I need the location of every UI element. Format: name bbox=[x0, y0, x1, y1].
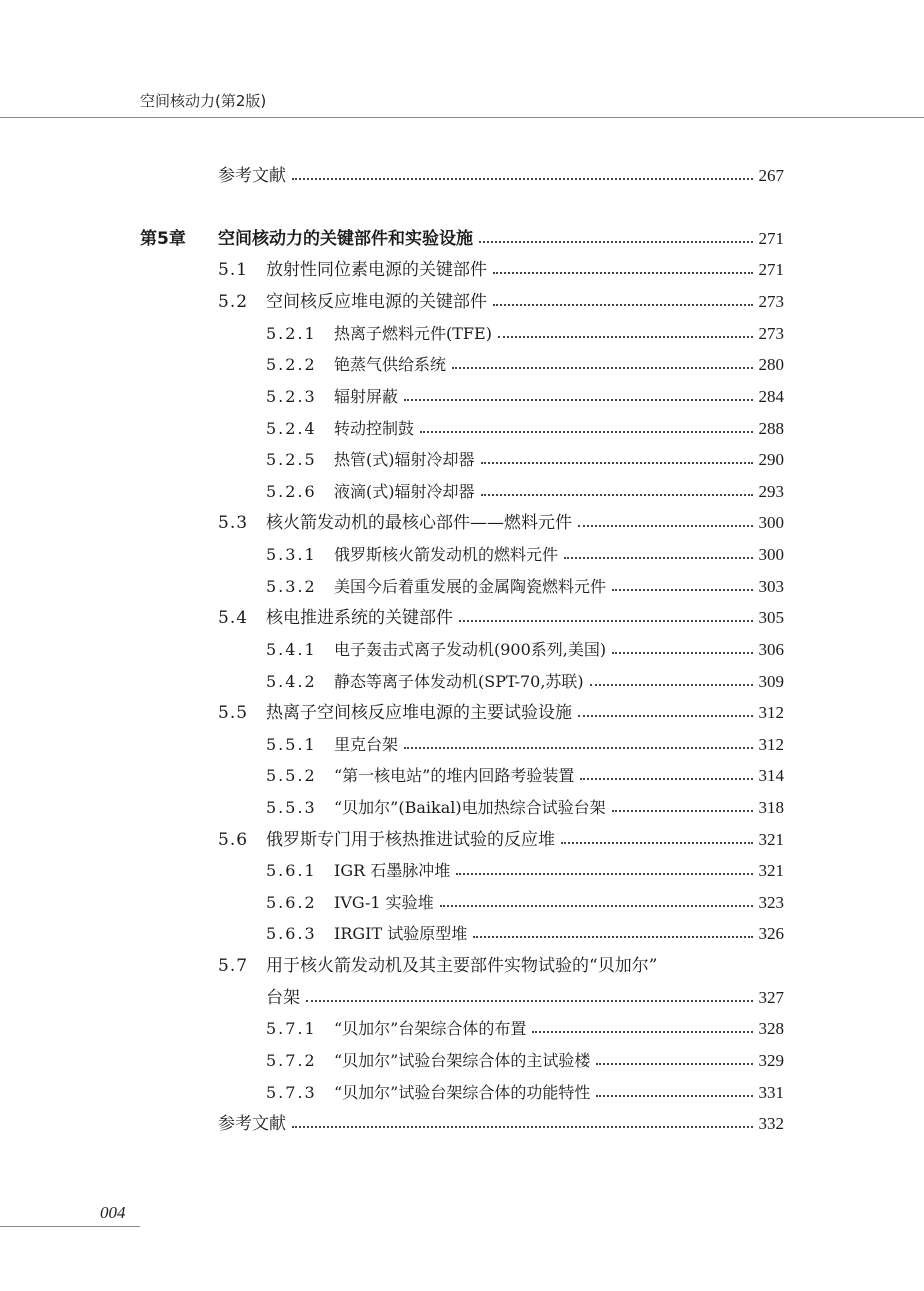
toc-entry-number: 5.2 bbox=[218, 292, 249, 312]
toc-entry-title: IRGIT 试验原型堆 bbox=[334, 924, 468, 943]
toc-entry[interactable] bbox=[266, 857, 784, 885]
toc-entry-title: 用于核火箭发动机及其主要部件实物试验的“贝加尔” bbox=[266, 956, 658, 976]
toc-entry-number: 5.3.2 bbox=[266, 577, 317, 596]
toc-entry-title: 俄罗斯专门用于核热推进试验的反应堆 bbox=[266, 830, 555, 850]
toc-entry[interactable] bbox=[266, 1015, 784, 1043]
toc-entry-title: 辐射屏蔽 bbox=[334, 387, 399, 406]
toc-entry[interactable] bbox=[218, 604, 784, 632]
toc-leader-dots bbox=[493, 304, 753, 306]
toc-entry-number: 5.1 bbox=[218, 260, 249, 280]
toc-entry-title: IVG-1 实验堆 bbox=[334, 893, 434, 912]
toc-entry[interactable] bbox=[266, 446, 784, 474]
toc-entry-page: 321 bbox=[758, 830, 784, 849]
toc-entry-number: 5.3 bbox=[218, 513, 249, 533]
toc-leader-dots bbox=[440, 905, 753, 907]
toc-entry[interactable] bbox=[266, 415, 784, 443]
toc-entry-number: 5.5.1 bbox=[266, 735, 317, 754]
toc-leader-dots bbox=[612, 810, 753, 812]
toc-leader-dots bbox=[292, 178, 753, 180]
toc-entry-number: 5.6.3 bbox=[266, 924, 317, 943]
toc-entry-number: 5.5.3 bbox=[266, 798, 317, 817]
toc-entry-title: 铯蒸气供给系统 bbox=[334, 355, 447, 374]
toc-entry[interactable] bbox=[218, 826, 784, 854]
toc-entry-page: 300 bbox=[758, 513, 784, 532]
toc-entry-title: 放射性同位素电源的关键部件 bbox=[266, 260, 487, 280]
toc-entry-page: 312 bbox=[758, 703, 784, 722]
toc-leader-dots bbox=[596, 1095, 752, 1097]
toc-entry-page: 280 bbox=[758, 355, 784, 374]
toc-entry[interactable] bbox=[266, 762, 784, 790]
toc-entry-number: 5.7 bbox=[218, 956, 249, 976]
toc-leader-dots bbox=[612, 652, 752, 654]
toc-entry-number: 第5章 bbox=[140, 229, 186, 249]
toc-entry[interactable] bbox=[218, 509, 784, 537]
toc-entry-page: 288 bbox=[758, 419, 784, 438]
header-rule bbox=[0, 117, 924, 118]
toc-entry[interactable] bbox=[266, 920, 784, 948]
toc-entry-number: 5.7.1 bbox=[266, 1019, 317, 1038]
toc-entry[interactable] bbox=[218, 256, 784, 284]
toc-entry-title: 俄罗斯核火箭发动机的燃料元件 bbox=[334, 545, 559, 564]
toc-leader-dots bbox=[420, 431, 752, 433]
toc-leader-dots bbox=[452, 367, 752, 369]
toc-entry[interactable] bbox=[266, 351, 784, 379]
toc-entry-page: 267 bbox=[758, 166, 784, 185]
toc-leader-dots bbox=[459, 620, 753, 622]
toc-entry[interactable] bbox=[218, 952, 784, 980]
toc-entry[interactable] bbox=[218, 699, 784, 727]
toc-chapter-entry[interactable] bbox=[140, 225, 784, 253]
toc-entry-title: 参考文献 bbox=[218, 1114, 286, 1134]
toc-entry-page: 318 bbox=[758, 798, 784, 817]
toc-leader-dots bbox=[479, 241, 753, 243]
toc-entry[interactable] bbox=[266, 541, 784, 569]
toc-entry-number: 5.7.3 bbox=[266, 1083, 317, 1102]
toc-entry-title: IGR 石墨脉冲堆 bbox=[334, 861, 451, 880]
toc-entry-title: “贝加尔”台架综合体的布置 bbox=[334, 1019, 527, 1038]
toc-leader-dots bbox=[578, 715, 753, 717]
toc-entry-number: 5.4.2 bbox=[266, 672, 317, 691]
toc-entry-number: 5.6.1 bbox=[266, 861, 317, 880]
toc-entry-title: 转动控制鼓 bbox=[334, 419, 415, 438]
toc-leader-dots bbox=[596, 1063, 752, 1065]
toc-entry-page: 303 bbox=[758, 577, 784, 596]
toc-entry-title: 热离子空间核反应堆电源的主要试验设施 bbox=[266, 703, 572, 723]
toc-entry-title: “贝加尔”试验台架综合体的功能特性 bbox=[334, 1083, 591, 1102]
toc-entry-page: 312 bbox=[758, 735, 784, 754]
toc-entry-number: 5.7.2 bbox=[266, 1051, 317, 1070]
toc-entry[interactable] bbox=[266, 320, 784, 348]
toc-entry-title: 台架 bbox=[266, 988, 300, 1008]
toc-leader-dots bbox=[404, 399, 752, 401]
toc-leader-dots bbox=[404, 747, 752, 749]
toc-entry-number: 5.6 bbox=[218, 830, 249, 850]
toc-entry-page: 273 bbox=[758, 292, 784, 311]
toc-entry-title: 核电推进系统的关键部件 bbox=[266, 608, 453, 628]
toc-entry[interactable] bbox=[218, 288, 784, 316]
toc-entry-page: 323 bbox=[758, 893, 784, 912]
toc-leader-dots bbox=[456, 873, 752, 875]
toc-entry-number: 5.2.3 bbox=[266, 387, 317, 406]
toc-leader-dots bbox=[306, 1000, 753, 1002]
toc-entry-page: 300 bbox=[758, 545, 784, 564]
toc-entry[interactable] bbox=[266, 984, 784, 1012]
toc-entry-title: 热离子燃料元件(TFE) bbox=[334, 324, 492, 343]
toc-entry-number: 5.4.1 bbox=[266, 640, 317, 659]
toc-entry[interactable] bbox=[266, 636, 784, 664]
toc-entry-title: 核火箭发动机的最核心部件——燃料元件 bbox=[266, 513, 572, 533]
toc-entry-title: 参考文献 bbox=[218, 166, 286, 186]
toc-entry-page: 327 bbox=[758, 988, 784, 1007]
toc-leader-dots bbox=[612, 589, 752, 591]
toc-entry-title: 美国今后着重发展的金属陶瓷燃料元件 bbox=[334, 577, 607, 596]
toc-references-entry[interactable] bbox=[218, 1110, 784, 1138]
toc-entry-page: 328 bbox=[758, 1019, 784, 1038]
toc-leader-dots bbox=[481, 462, 753, 464]
toc-entry-page: 271 bbox=[758, 260, 784, 279]
toc-entry-page: 271 bbox=[758, 229, 784, 248]
toc-entry[interactable] bbox=[266, 794, 784, 822]
toc-entry-number: 5.2.6 bbox=[266, 482, 317, 501]
toc-entry[interactable] bbox=[266, 1047, 784, 1075]
toc-leader-dots bbox=[473, 936, 752, 938]
toc-leader-dots bbox=[578, 525, 753, 527]
toc-leader-dots bbox=[564, 557, 752, 559]
toc-entry-page: 332 bbox=[758, 1114, 784, 1133]
toc-entry-title: “贝加尔”(Baikal)电加热综合试验台架 bbox=[334, 798, 606, 817]
toc-entry-title: 静态等离子体发动机(SPT-70,苏联) bbox=[334, 672, 584, 691]
toc-entry[interactable] bbox=[266, 573, 784, 601]
toc-leader-dots bbox=[493, 272, 753, 274]
toc-entry-title: 液滴(式)辐射冷却器 bbox=[334, 482, 475, 501]
toc-leader-dots bbox=[498, 336, 753, 338]
toc-entry[interactable] bbox=[266, 1079, 784, 1107]
running-header-title: 空间核动力(第2版) bbox=[140, 92, 267, 110]
toc-entry-number: 5.5 bbox=[218, 703, 249, 723]
toc-entry-number: 5.3.1 bbox=[266, 545, 317, 564]
toc-leader-dots bbox=[590, 684, 753, 686]
toc-entry-title: “贝加尔”试验台架综合体的主试验楼 bbox=[334, 1051, 591, 1070]
toc-entry-page: 305 bbox=[758, 608, 784, 627]
toc-leader-dots bbox=[561, 842, 753, 844]
toc-entry[interactable] bbox=[266, 383, 784, 411]
toc-entry-number: 5.2.2 bbox=[266, 355, 317, 374]
toc-entry-page: 314 bbox=[758, 766, 784, 785]
toc-entry-page: 309 bbox=[758, 672, 784, 691]
toc-entry-title: 里克台架 bbox=[334, 735, 399, 754]
toc-entry[interactable] bbox=[266, 668, 784, 696]
toc-entry-number: 5.5.2 bbox=[266, 766, 317, 785]
toc-entry[interactable] bbox=[266, 889, 784, 917]
toc-entry-number: 5.2.1 bbox=[266, 324, 317, 343]
toc-entry-page: 326 bbox=[758, 924, 784, 943]
page-number: 004 bbox=[100, 1203, 126, 1222]
toc-entry-page: 329 bbox=[758, 1051, 784, 1070]
toc-entry-title: 电子轰击式离子发动机(900系列,美国) bbox=[334, 640, 607, 659]
toc-leader-dots bbox=[580, 778, 752, 780]
toc-leader-dots bbox=[292, 1126, 753, 1128]
toc-entry-title: 空间核动力的关键部件和实验设施 bbox=[218, 229, 473, 249]
toc-entry[interactable] bbox=[266, 478, 784, 506]
toc-entry-number: 5.2.4 bbox=[266, 419, 317, 438]
toc-entry-number: 5.2.5 bbox=[266, 450, 317, 469]
footer-rule bbox=[0, 1226, 140, 1227]
toc-entry-title: “第一核电站”的堆内回路考验装置 bbox=[334, 766, 575, 785]
toc-leader-dots bbox=[481, 494, 753, 496]
toc-entry[interactable] bbox=[266, 731, 784, 759]
toc-entry-page: 273 bbox=[758, 324, 784, 343]
toc-entry-page: 290 bbox=[758, 450, 784, 469]
toc-entry-page: 321 bbox=[758, 861, 784, 880]
toc-entry-number: 5.6.2 bbox=[266, 893, 317, 912]
toc-references-entry[interactable] bbox=[218, 162, 784, 190]
toc-entry-page: 306 bbox=[758, 640, 784, 659]
toc-entry-page: 293 bbox=[758, 482, 784, 501]
toc-entry-number: 5.4 bbox=[218, 608, 249, 628]
toc-entry-title: 空间核反应堆电源的关键部件 bbox=[266, 292, 487, 312]
toc-entry-page: 331 bbox=[758, 1083, 784, 1102]
toc-leader-dots bbox=[532, 1031, 752, 1033]
toc-entry-title: 热管(式)辐射冷却器 bbox=[334, 450, 475, 469]
toc-entry-page: 284 bbox=[758, 387, 784, 406]
